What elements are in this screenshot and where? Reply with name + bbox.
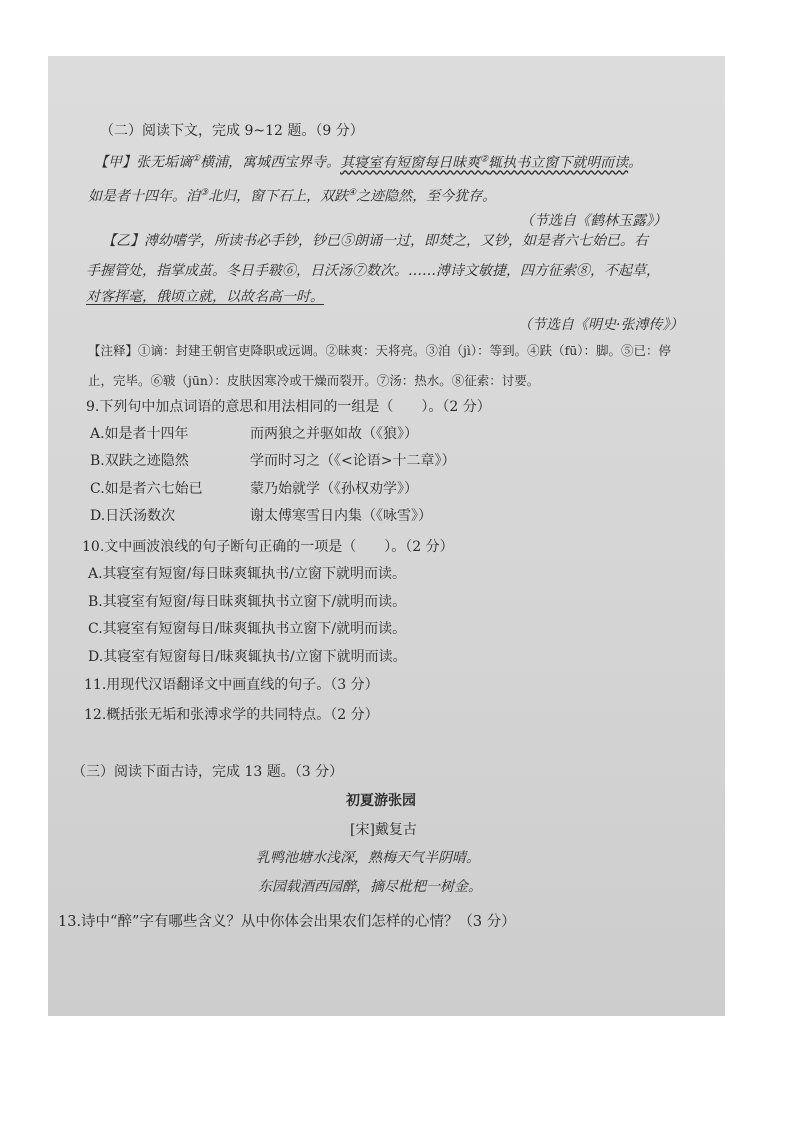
section2-heading: （二）阅读下文，完成 9~12 题。（9 分） xyxy=(100,123,364,139)
q9-option-a: A.如是者十四年 而两狼之并驱如故（《狼》） xyxy=(90,426,418,442)
passage-yi-source: （节选自《明史·张溥传》） xyxy=(518,317,684,333)
q10-option-d: D.其寝室有短窗每日/昧爽辄执书/立窗下就明而读。 xyxy=(88,649,407,665)
q9-stem: 9.下列句中加点词语的意思和用法相同的一组是（ ）。（2 分） xyxy=(86,399,491,415)
q11-text: 11.用现代汉语翻译文中画直线的句子。（3 分） xyxy=(84,677,379,693)
exam-paper xyxy=(48,56,725,1016)
notes-line1: 【注释】①谪：封建王朝官吏降职或远调。②昧爽：天将亮。③洎（jì）：等到。④趺（fū）：脚。⑤已：停 xyxy=(88,343,672,358)
passage-jia-line2: 如是者十四年。洎③北归，窗下石上，双趺④之迹隐然，至今犹存。 xyxy=(88,188,497,205)
poem-title: 初夏游张园 xyxy=(346,793,416,809)
passage-yi-line2: 手握管处，指掌成茧。冬日手皲⑥，日沃汤⑦数次。……溥诗文敏捷，四方征索⑧，不起草， xyxy=(86,263,660,279)
q10-option-c: C.其寝室有短窗每日/昧爽辄执书立窗下/就明而读。 xyxy=(88,621,407,637)
passage-yi-line1: 【乙】溥幼嗜学，所读书必手钞，钞已⑤朗诵一过，即焚之，又钞，如是者六七始已。右 xyxy=(102,233,648,249)
q10-stem: 10.文中画波浪线的句子断句正确的一项是（ ）。（2 分） xyxy=(82,539,454,555)
q9-option-b: B.双趺之迹隐然 学而时习之（《<论语>十二章》） xyxy=(90,453,456,469)
wavy-underlined-sentence: 其寝室有短窗每日昧爽②辄执书立窗下就明而读 xyxy=(340,154,629,171)
notes-line2: 止，完毕。⑥皲（jūn）：皮肤因寒冷或干燥而裂开。⑦汤：热水。⑧征索：讨要。 xyxy=(88,373,540,388)
poem-line-2: 东园载酒西园醉，摘尽枇杷一树金。 xyxy=(258,879,482,895)
straight-underlined-sentence: 对客挥毫，俄顷立就，以故名高一时。 xyxy=(86,289,324,305)
poem-line-1: 乳鸭池塘水浅深，熟梅天气半阴晴。 xyxy=(256,850,480,866)
section3-heading: （三）阅读下面古诗，完成 13 题。（3 分） xyxy=(72,764,344,780)
q9-option-c: C.如是者六七始已 蒙乃始就学（《孙权劝学》） xyxy=(90,481,418,497)
q12-text: 12.概括张无垢和张溥求学的共同特点。（2 分） xyxy=(84,707,379,723)
q10-option-b: B.其寝室有短窗/每日昧爽辄执书立窗下/就明而读。 xyxy=(88,594,407,610)
q13-text: 13.诗中“醉”字有哪些含义？从中你体会出果农们怎样的心情？（3 分） xyxy=(58,914,516,930)
passage-jia-line1: 【甲】张无垢谪①横浦，寓城西宝界寺。其寝室有短窗每日昧爽②辄执书立窗下就明而读。 xyxy=(94,154,643,171)
q9-option-d: D.日沃汤数次 谢太傅寒雪日内集（《咏雪》） xyxy=(90,508,432,524)
q10-option-a: A.其寝室有短窗/每日昧爽辄执书/立窗下就明而读。 xyxy=(88,566,406,582)
passage-jia-source: （节选自《鹤林玉露》） xyxy=(520,213,667,229)
passage-yi-line3 xyxy=(86,288,324,306)
poem-author: [宋]戴复古 xyxy=(350,822,417,838)
